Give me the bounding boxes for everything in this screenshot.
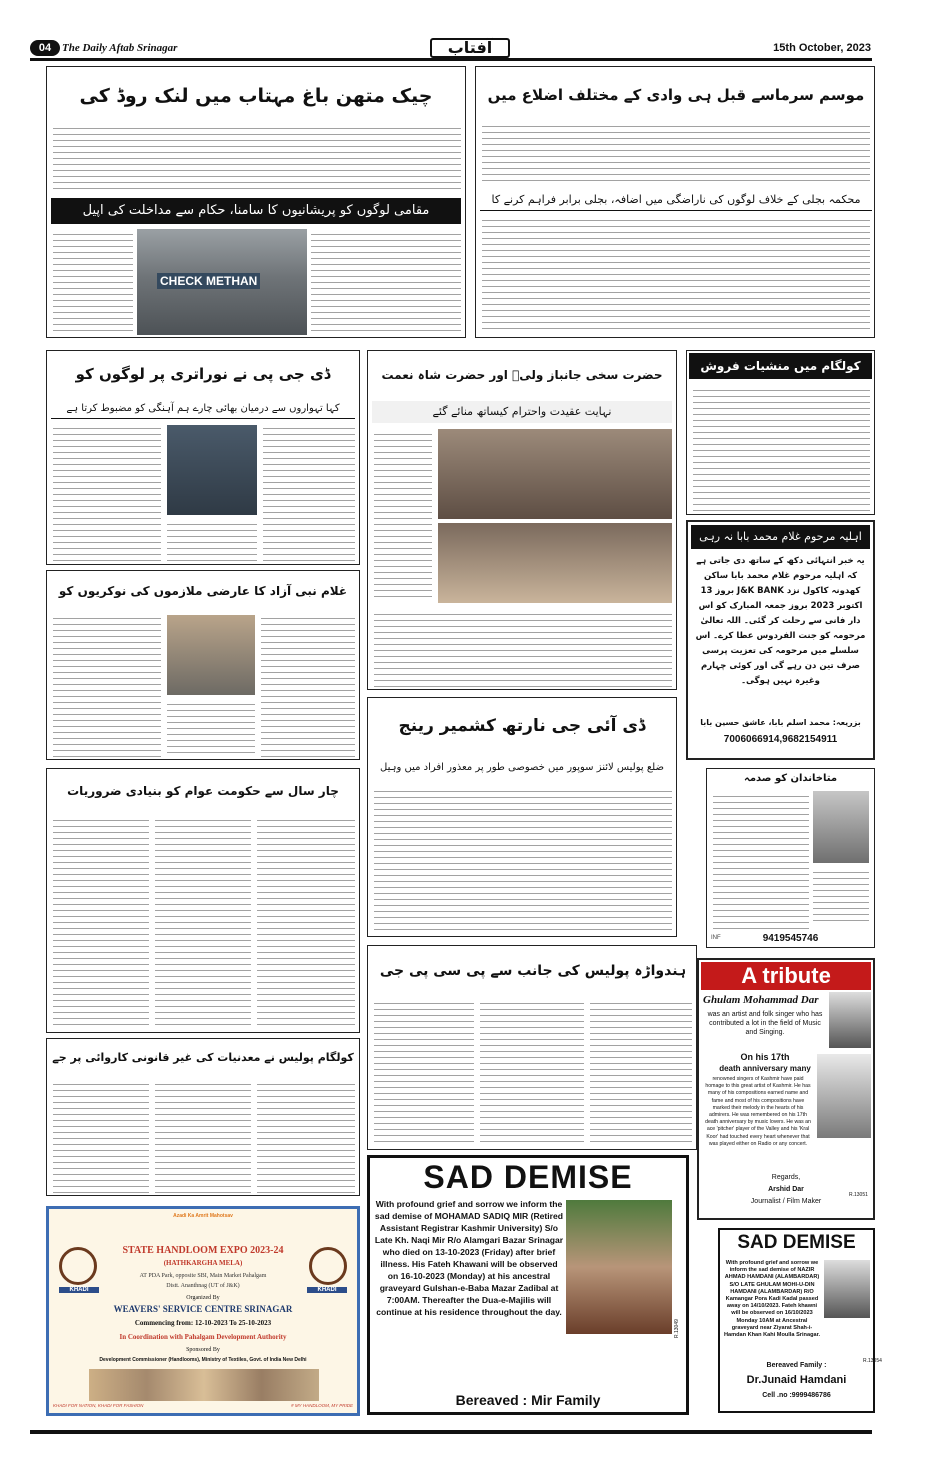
headline: چار سال سے حکومت عوام کو بنیادی ضروریات [67, 784, 339, 798]
subhead: نہایت عقیدت واحترام کیساتھ منائے گئے [372, 401, 672, 423]
tribute-photo-1 [829, 992, 871, 1048]
charkha-left-icon [59, 1247, 97, 1285]
subhead: مقامی لوگوں کو پریشانیوں کا سامنا، حکام سے مداخلت کی اپیل [51, 198, 461, 224]
story-kulgam [46, 1038, 360, 1196]
page-number: 04 [30, 40, 60, 56]
body-text [374, 786, 672, 934]
sad-demise-body: With profound grief and sorrow we inform the sad demise of NAZIR AHMAD HAMDANI (ALAMBARDAR) S/O LATE GHULAM MOHI-U-DIN HAMDANI (ALAMBARDAR) R/O Kamangar Pora Kadi Kadal passed away on 14/10/2023. Fateh khawni will be observed on 16/10/2023 Monday 10AM at Ancestral graveyard near Ziyarat Shah-i-Hamdan Khan Kahi Moulla Srinagar. [723, 1260, 821, 1339]
sponsor: Development Commissioner (Handlooms), Ministry of Textiles, Govt. of India New Delhi [99, 1357, 307, 1363]
subhead: ضلع پولیس لائنز سوپور میں خصوصی طور پر معذور افراد میں وہیل [380, 762, 664, 773]
sad-demise-ad-2 [718, 1228, 882, 1413]
expo-subtitle: (HATHKARGHA MELA) [163, 1259, 243, 1267]
body-text [53, 815, 149, 1029]
body-text [374, 609, 672, 687]
expo-title: STATE HANDLOOM EXPO 2023-24 [122, 1245, 284, 1256]
masthead-rule [30, 58, 872, 61]
body-text [482, 121, 870, 185]
headline: ڈی آئی جی نارتھ کشمیر رینج [398, 716, 646, 736]
story-photo [137, 229, 307, 335]
district: Distt. Ananthnag (UT of J&K) [166, 1283, 240, 1289]
slogan-left: KHADI FOR NATION, KHADI FOR FASHION [53, 1403, 144, 1408]
azad-photo [167, 615, 255, 695]
headline: حضرت سخی جانباز ولیؒ اور حضرت شاہ نعمت [381, 368, 663, 382]
story-charsal [46, 768, 360, 1033]
sad-demise-body: With profound grief and sorrow we inform the sad demise of MOHAMAD SADIQ MIR (Retired Assistant Registrar Kashmir University) S/o Late Kh. Naqi Mir R/o Alamgari Bazar Srinagar who died on 13-10-2023 (Friday) after brief illness. His Fateh Khawani will be observed on 16-10-2023 (Monday) at his ancestral graveyard Gulshan-e-Baba Mazar Zadibal at 7:00AM. Thereafter the Dua-e-Majilis will continue at his residence throughout the day. [374, 1199, 564, 1317]
coordination: In Coordination with Pahalgam Development Authority [119, 1333, 287, 1341]
brand: Azadi Ka Amrit Mahotsav [173, 1213, 233, 1219]
story-shrine [367, 350, 677, 690]
expo-dates: Commencing from: 12-10-2023 To 25-10-2023 [134, 1319, 272, 1327]
tribute-regards: Regards, [771, 1174, 801, 1181]
phone: 9419545746 [762, 933, 819, 944]
body-text [311, 229, 461, 335]
deceased-photo [566, 1200, 672, 1334]
body-text [713, 791, 809, 931]
shrine-photo-1 [438, 429, 672, 519]
tribute-ad [697, 958, 875, 1220]
dgp-photo [167, 425, 257, 515]
sponsored-by: Sponsored By [186, 1347, 220, 1353]
headline: ہندواڑہ پولیس کی جانب سے پی سی پی جی [379, 963, 687, 979]
handloom-expo-ad [46, 1206, 360, 1416]
tribute-signer-role: Journalist / Film Maker [750, 1198, 822, 1205]
ref-number: R.13049 [674, 1319, 680, 1338]
headline: اہلیہ مرحوم غلام محمد بابا نہ رہی [691, 525, 870, 549]
body-text [155, 1079, 251, 1193]
story-handwara [367, 945, 697, 1150]
headline: چیک متھن باغ مہتاب میں لنک روڈ کی [79, 85, 433, 107]
tribute-title: A tribute [701, 962, 871, 990]
tribute-ref: R.13051 [849, 1192, 868, 1198]
issue-date: 15th October, 2023 [773, 42, 871, 54]
tribute-name: Ghulam Mohammad Dar [703, 994, 819, 1006]
organized-by: Organized By [186, 1295, 220, 1301]
body-text [693, 385, 870, 511]
story-electricity [475, 66, 875, 338]
bereaved-label: Bereaved Family : [766, 1362, 827, 1369]
body-text [482, 215, 870, 333]
condolence-photo [813, 791, 869, 863]
body-text [261, 613, 355, 757]
page-footer-rule [30, 1430, 872, 1434]
organizer: WEAVERS' SERVICE CENTRE SRINAGAR [113, 1304, 293, 1314]
body-text [53, 423, 161, 561]
sad-demise-ad-1 [367, 1155, 689, 1415]
body-text [374, 429, 432, 599]
logo: آفتاب [430, 38, 510, 58]
body-text [257, 1079, 355, 1193]
body-text [263, 423, 355, 561]
story-azad [46, 570, 360, 760]
story-dig [367, 697, 677, 937]
subhead: کہا تہواروں سے درمیان بھائی چارے ہم آہنگی کو مضبوط کرتا ہے [51, 399, 355, 419]
body-text [53, 613, 161, 757]
condolence [706, 768, 875, 948]
body-text [167, 519, 257, 561]
body-text [53, 1079, 149, 1193]
charkha-right-icon [309, 1247, 347, 1285]
masthead [0, 0, 945, 62]
headline: غلام نبی آزاد کا عارضی ملازموں کی نوکریوں کو [58, 584, 348, 598]
story-dgp [46, 350, 360, 565]
headline: ڈی جی پی نے نوراتری پر لوگوں کو [75, 365, 331, 383]
khadi-left: KHADI [59, 1287, 99, 1293]
body-text [480, 998, 584, 1146]
body-text [53, 123, 461, 193]
sad-demise-title: SAD DEMISE [423, 1159, 633, 1195]
tribute-line1: was an artist and folk singer who has contributed a lot in the field of Music and Singing. [707, 1011, 823, 1036]
photos-strip [89, 1369, 319, 1401]
headline: کولگام پولیس نے معدنیات کی غیر قانونی کاروائی پر جے [52, 1051, 354, 1064]
notice-text: یہ خبر انتہائی دکھ کے ساتھ دی جاتی ہے کہ اہلیہ مرحوم غلام محمد بابا ساکن کھدونہ کاکول نزد J&K BANK بروز 13 اکتوبر 2023 بروز جمعہ المبارک کو اس دار فانی سے رحلت کر گئی۔ اللہ تعالیٰ مرحومہ کو جنت الفردوس عطا کرے۔ اس سلسلے میں مرحومہ کی تعزیت پرسی صرف تین دن رہے گی اور کوئی چہارم وغیرہ نہیں ہوگی۔ [695, 556, 866, 686]
body-text [374, 998, 474, 1146]
tribute-line2: On his 17th [740, 1052, 790, 1062]
body-text [53, 229, 133, 335]
tribute-line3: death anniversary many [719, 1064, 811, 1073]
sad-demise-title: SAD DEMISE [737, 1232, 856, 1253]
phones: 7006066914,9682154911 [723, 734, 838, 745]
paper-name: The Daily Aftab Srinagar [62, 42, 178, 54]
bereaved-name: Dr.Junaid Hamdani [746, 1374, 847, 1386]
body-text [167, 699, 255, 757]
headline: موسم سرماسے قبل ہی وادی کے مختلف اضلاع میں [487, 86, 865, 104]
body-text [257, 815, 355, 1029]
slogan-right: # MY HANDLOOM, MY PRIDE [291, 1403, 353, 1408]
tribute-signer: Arshid Dar [768, 1186, 804, 1193]
deceased-photo [824, 1260, 870, 1318]
tribute-photo-2 [817, 1054, 871, 1138]
body-text [813, 867, 869, 921]
subhead: محکمہ بجلی کے خلاف لوگوں کی ناراضگی میں اضافہ، بجلی برابر فراہم کرنے کا [480, 189, 872, 211]
cell-number: Cell .no :9999486786 [762, 1392, 831, 1399]
obit-notice [686, 520, 875, 760]
story-checkmethan [46, 66, 466, 338]
headline: کولگام میں منشیات فروش [689, 353, 872, 379]
ref-number: R.13054 [863, 1358, 882, 1364]
khadi-right: KHADI [307, 1287, 347, 1293]
bereaved: بزریعہ: محمد اسلم بابا، عاشق حسین بابا [700, 718, 861, 727]
shrine-photo-2 [438, 523, 672, 603]
bereaved: Bereaved : Mir Family [455, 1392, 601, 1408]
tribute-line4: renowned singers of Kashmir have paid homage to this great artist of Kashmir. He has many of his compositions earned name and fame and most of his compositions have marked their melody in the hearts of his admirers. He was remembered on his 17th death anniversary by music lovers. He was an ace 'pitcher' player of the Valley and his 'Kral Koor' had touched every heart whenever that was played either on Radio or any concert. [705, 1076, 811, 1147]
headline: متاخاندان کو صدمہ [743, 773, 838, 784]
photo-caption: CHECK METHAN [157, 273, 260, 289]
tag: INF [711, 935, 721, 941]
story-arrest [686, 350, 875, 515]
venue: AT PDA Park, opposite SBI, Main Market Pahalgam [139, 1273, 267, 1279]
body-text [155, 815, 251, 1029]
body-text [590, 998, 692, 1146]
